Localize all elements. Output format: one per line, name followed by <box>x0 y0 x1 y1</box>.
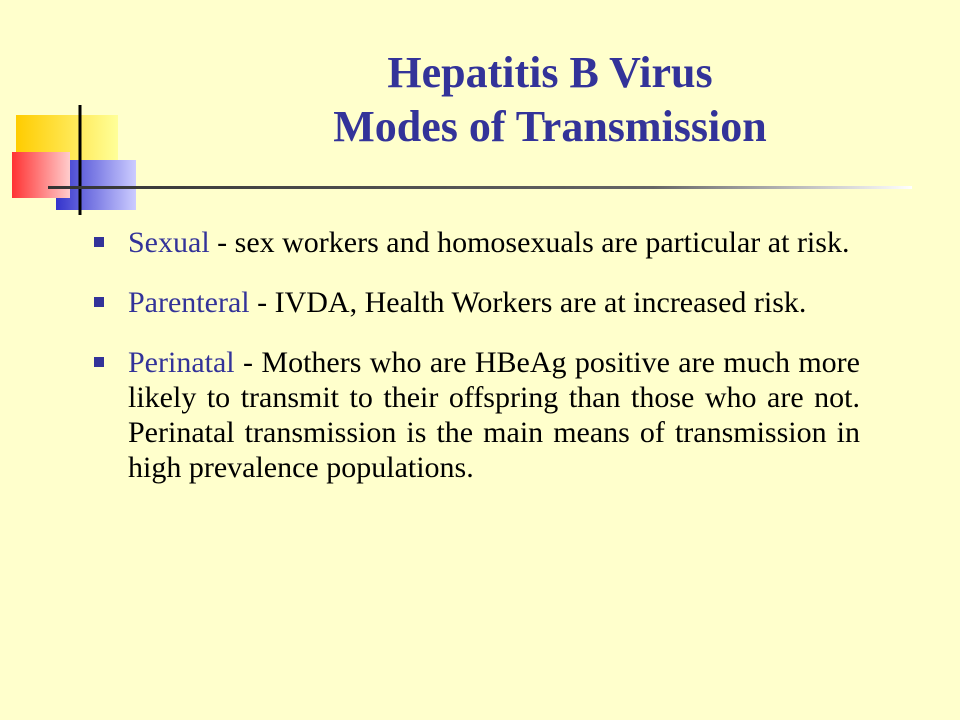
slide-title <box>140 46 960 154</box>
square-bullet-icon <box>94 357 104 367</box>
bullet-text: - IVDA, Health Workers are at increased risk. <box>249 286 807 319</box>
bullet-text: - sex workers and homosexuals are particular at risk. <box>209 226 850 259</box>
deco-red-square <box>12 152 70 198</box>
square-bullet-icon <box>94 297 104 307</box>
title-line-1: Hepatitis B Virus <box>387 48 713 97</box>
bullet-parenteral <box>90 285 860 320</box>
bullet-term: Parenteral <box>128 286 250 319</box>
square-bullet-icon <box>94 237 104 247</box>
bullet-sexual <box>90 225 860 260</box>
bullet-term: Perinatal <box>128 346 235 379</box>
bullet-term: Sexual <box>128 226 210 259</box>
title-line-2: Modes of Transmission <box>333 102 767 151</box>
bullet-text: - Mothers who are HBeAg positive are much more likely to transmit to their offspring than those who are not. Perinatal transmission is the main means of transmission in high prevalence populations. <box>128 346 860 484</box>
bullet-list <box>90 225 860 510</box>
bullet-perinatal <box>90 345 860 485</box>
title-divider <box>48 186 912 189</box>
